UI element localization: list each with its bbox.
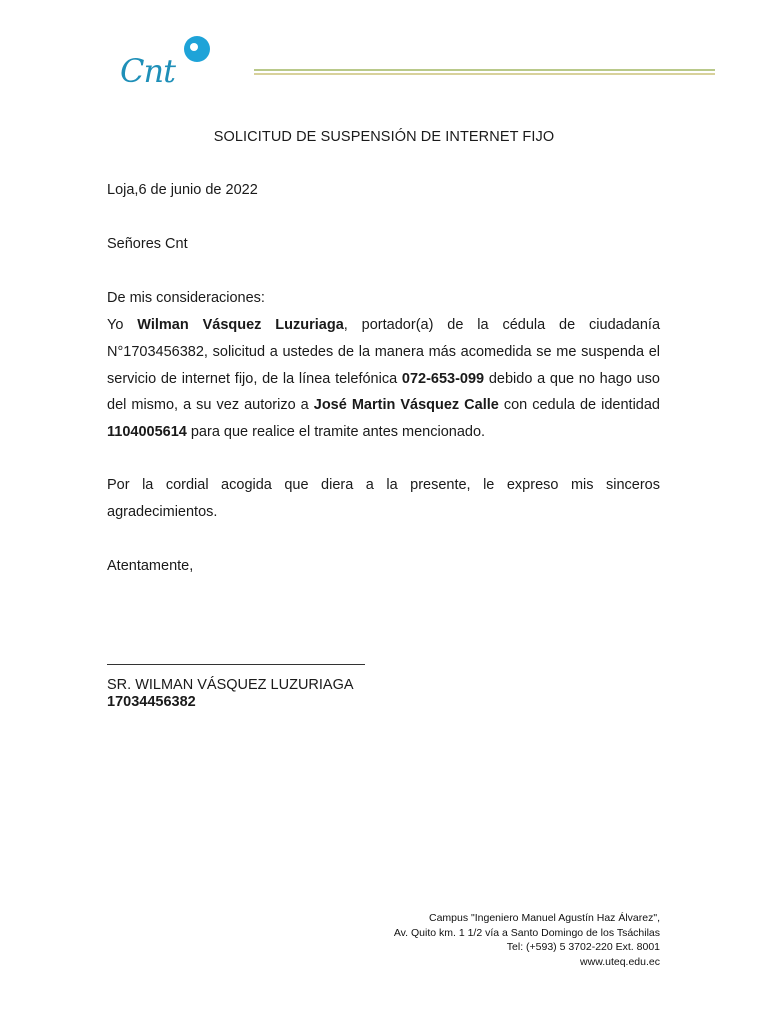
sign-off: Atentamente, xyxy=(107,558,194,574)
body-paragraph xyxy=(107,312,660,446)
body-text-3: debido a que no hago uso del mismo, a su vez autorizo a xyxy=(107,370,660,414)
authorized-id: 1104005614 xyxy=(107,424,187,441)
body-text-5: para que realice el tramite antes mencionado. xyxy=(186,424,486,441)
applicant-name: Wilman Vásquez Luzuriaga xyxy=(137,317,344,333)
body-text-2: , portador(a) de la cédula de ciudadanía N°1703456382, solicitud a ustedes de la manera más acomedida se me suspenda el servicio de internet fijo, de la línea telefónica xyxy=(107,317,661,387)
logo-dot-icon xyxy=(184,36,210,62)
authorized-name: José Martin Vásquez Calle xyxy=(313,397,499,414)
footer-line-campus: Campus "Ingeniero Manuel Agustín Haz Álvarez", xyxy=(429,912,660,924)
document-title: SOLICITUD DE SUSPENSIÓN DE INTERNET FIJO xyxy=(213,129,555,145)
footer-line-phone: Tel: (+593) 5 3702-220 Ext. 8001 xyxy=(506,941,660,953)
greeting: Señores Cnt xyxy=(107,236,188,252)
signer-name: SR. WILMAN VÁSQUEZ LUZURIAGA xyxy=(107,677,354,693)
header-rule xyxy=(254,69,715,77)
footer-address xyxy=(394,911,660,969)
cnt-logo xyxy=(120,36,220,96)
closing-paragraph: Por la cordial acogida que diera a la presente, le expreso mis sinceros agradecimientos. xyxy=(107,477,660,520)
body-text-1: Yo xyxy=(107,317,138,333)
header-rule-green xyxy=(254,69,715,71)
header-rule-gold xyxy=(254,73,715,75)
signature-line xyxy=(107,664,365,665)
footer-line-address: Av. Quito km. 1 1/2 vía a Santo Domingo de los Tsáchilas xyxy=(393,926,660,939)
footer-line-website: www.uteq.edu.ec xyxy=(580,955,660,968)
considerations-line: De mis consideraciones: xyxy=(107,290,265,306)
logo-text: Cnt xyxy=(120,52,175,90)
signer-id: 17034456382 xyxy=(107,694,196,710)
phone-number: 072-653-099 xyxy=(401,370,485,387)
body-text-4: con cedula de identidad xyxy=(498,397,660,414)
date-line: Loja,6 de junio de 2022 xyxy=(107,182,258,198)
